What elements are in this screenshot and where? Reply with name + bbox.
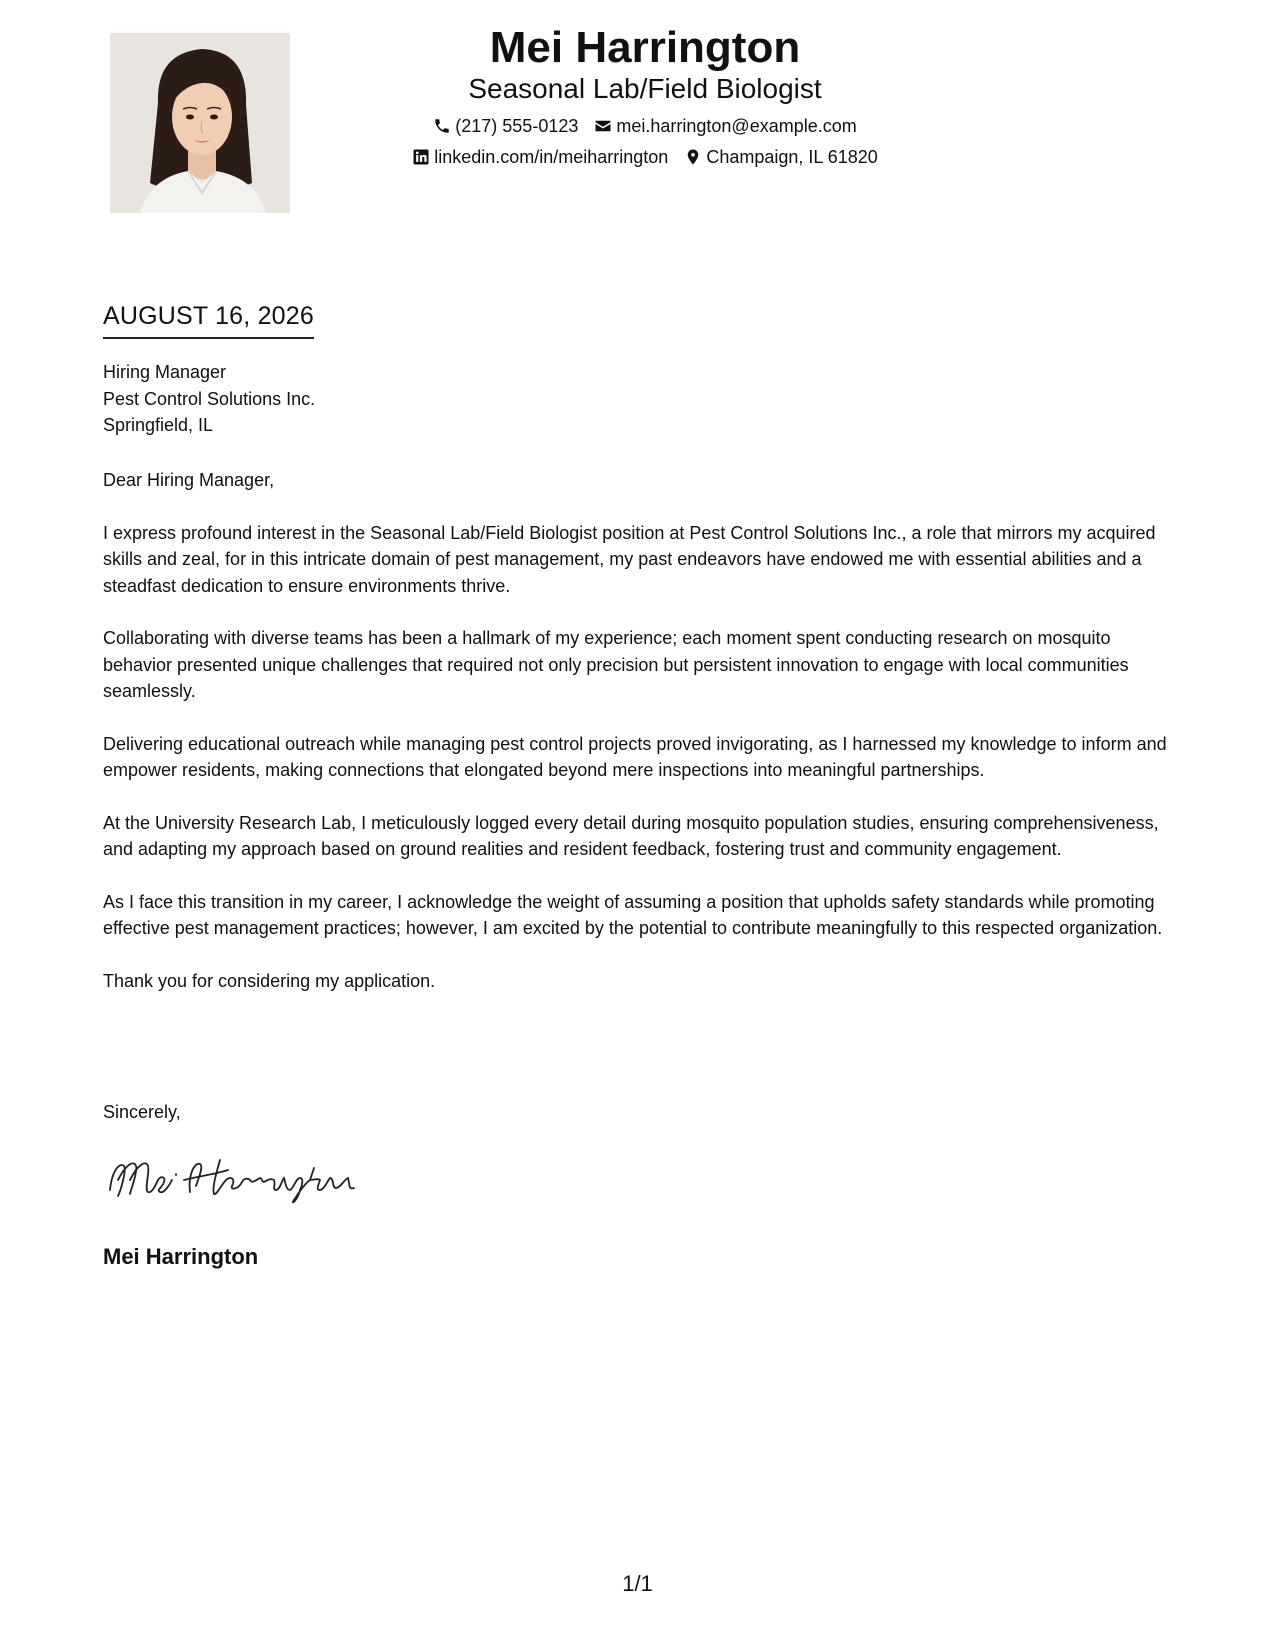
applicant-name: Mei Harrington — [489, 23, 801, 72]
map-pin-icon — [684, 148, 702, 166]
handwritten-signature — [104, 1150, 364, 1210]
phone-icon — [433, 117, 451, 135]
signed-name: Mei Harrington — [103, 1244, 259, 1269]
thank-you-line: Thank you for considering my application. — [103, 970, 436, 991]
job-title: Seasonal Lab/Field Biologist — [468, 73, 822, 104]
body-paragraph: At the University Research Lab, I meticulously logged every detail during mosquito population studies, ensuring comprehensiveness, and adapting my approach based on ground realities and resident feedback, fostering trust and community engagement. — [103, 812, 1159, 859]
page-number: 1/1 — [622, 1571, 653, 1596]
recipient-company: Pest Control Solutions Inc. — [103, 388, 316, 409]
profile-photo — [110, 33, 290, 213]
email-contact[interactable] — [594, 115, 856, 137]
salutation: Dear Hiring Manager, — [103, 470, 275, 490]
recipient-location: Springfield, IL — [103, 415, 214, 435]
letter-body — [103, 467, 1178, 1020]
location-text: Champaign, IL 61820 — [706, 147, 878, 167]
recipient-block — [103, 359, 315, 439]
phone-contact — [433, 115, 578, 137]
linkedin-text: linkedin.com/in/meiharrington — [434, 147, 669, 167]
body-paragraph: I express profound interest in the Seasonal Lab/Field Biologist position at Pest Control Solutions Inc., a role that mirrors my acquired skills and zeal, for in this intricate domain of pest management, my past endeavors have endowed me with essential abilities and a steadfast dedication to ensure environments thrive. — [103, 522, 1156, 596]
email-text: mei.harrington@example.com — [616, 116, 857, 136]
body-paragraph: Delivering educational outreach while managing pest control projects proved invigorating, as I harnessed my knowledge to inform and empower residents, making connections that elongated beyond mere inspections into meaningful partnerships. — [103, 733, 1167, 780]
location-contact — [684, 146, 877, 168]
letter-date: AUGUST 16, 2026 — [103, 301, 314, 339]
recipient-title: Hiring Manager — [103, 362, 227, 382]
closing-line: Sincerely, — [103, 1102, 181, 1122]
contact-row-secondary — [300, 146, 990, 168]
phone-text: (217) 555-0123 — [455, 116, 579, 136]
envelope-icon — [594, 117, 612, 135]
linkedin-contact[interactable] — [412, 146, 668, 168]
letter-header — [300, 22, 990, 168]
body-paragraph: As I face this transition in my career, I acknowledge the weight of assuming a position that upholds safety standards while promoting effective pest management practices; however, I am excited by the potential to contribute meaningfully to this respected organization. — [103, 891, 1163, 938]
body-paragraph: Collaborating with diverse teams has been a hallmark of my experience; each moment spent conducting research on mosquito behavior presented unique challenges that required not only precision but persistent innovation to engage with local communities seamlessly. — [103, 628, 1129, 701]
profile-photo-illustration — [110, 33, 290, 213]
linkedin-icon — [412, 148, 430, 166]
contact-row-primary — [300, 115, 990, 137]
